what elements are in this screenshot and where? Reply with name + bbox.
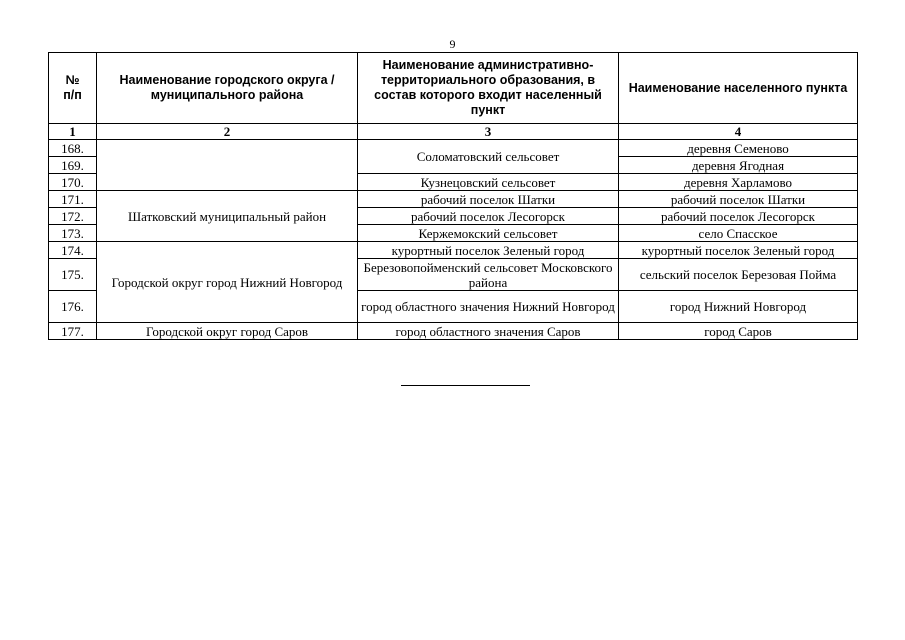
settlement-cell: город Нижний Новгород [619,291,858,323]
row-number: 173. [49,225,97,242]
settlement-cell: рабочий поселок Лесогорск [619,208,858,225]
settlement-cell: деревня Семеново [619,140,858,157]
admin-unit-cell: город областного значения Нижний Новгород [358,291,619,323]
row-number: 171. [49,191,97,208]
table-row [49,191,858,208]
district-cell: Шатковский муниципальный район [97,191,358,242]
end-divider [401,385,530,386]
settlements-table [48,52,858,340]
admin-unit-cell: Соломатовский сельсовет [358,140,619,174]
table-header-row [49,53,858,124]
column-number: 2 [97,124,358,140]
admin-unit-cell: Кузнецовский сельсовет [358,174,619,191]
table-row [49,140,858,157]
settlement-cell: курортный поселок Зеленый город [619,242,858,259]
row-number: 176. [49,291,97,323]
row-number: 172. [49,208,97,225]
table-row [49,242,858,259]
header-admin-unit: Наименование административно-территориального образования, в состав которого входит населенный пункт [358,53,619,124]
column-number-row [49,124,858,140]
header-number: № п/п [49,53,97,124]
district-cell: Городской округ город Саров [97,323,358,340]
row-number: 177. [49,323,97,340]
admin-unit-cell: курортный поселок Зеленый город [358,242,619,259]
settlement-cell: сельский поселок Березовая Пойма [619,259,858,291]
admin-unit-cell: рабочий поселок Шатки [358,191,619,208]
row-number: 168. [49,140,97,157]
page-number: 9 [449,37,456,51]
district-cell [97,140,358,191]
settlement-cell: город Саров [619,323,858,340]
settlement-cell: село Спасское [619,225,858,242]
row-number: 174. [49,242,97,259]
column-number: 3 [358,124,619,140]
admin-unit-cell: Березовопойменский сельсовет Московского района [358,259,619,291]
admin-unit-cell: Кержемокский сельсовет [358,225,619,242]
header-settlement: Наименование населенного пункта [619,53,858,124]
district-cell: Городской округ город Нижний Новгород [97,242,358,323]
settlement-cell: рабочий поселок Шатки [619,191,858,208]
column-number: 4 [619,124,858,140]
column-number: 1 [49,124,97,140]
table-row [49,323,858,340]
row-number: 170. [49,174,97,191]
row-number: 175. [49,259,97,291]
header-district: Наименование городского округа / муниципального района [97,53,358,124]
settlement-cell: деревня Ягодная [619,157,858,174]
admin-unit-cell: рабочий поселок Лесогорск [358,208,619,225]
row-number: 169. [49,157,97,174]
settlement-cell: деревня Харламово [619,174,858,191]
admin-unit-cell: город областного значения Саров [358,323,619,340]
